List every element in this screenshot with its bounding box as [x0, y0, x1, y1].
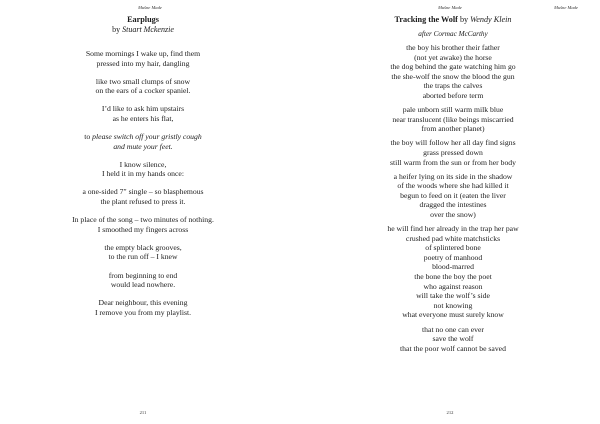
poem-line: what everyone must surely know: [402, 310, 504, 320]
poem-line: I smoothed my fingers across: [97, 224, 189, 234]
stanza: [58, 215, 228, 234]
poem-line: a heifer lying on its side in the shadow: [393, 171, 513, 181]
line-prefix: to: [84, 132, 93, 142]
poem-line: In place of the song – two minutes of nothing.: [72, 215, 214, 225]
stanza: [58, 187, 228, 206]
poem-line: would lead nowhere.: [110, 280, 176, 290]
poem-line: to the run off – I knew: [108, 252, 178, 262]
poem-line: not knowing: [433, 300, 473, 310]
poem-line: Some mornings I wake up, find them: [85, 49, 201, 58]
poem-line: the boy his brother their father: [406, 43, 500, 52]
poem-line: the she-wolf the snow the blood the gun: [391, 71, 515, 81]
poem-line: Dear neighbour, this evening: [98, 298, 188, 308]
page-number-right: 212: [446, 410, 454, 415]
stanza: [342, 105, 564, 134]
poem-line: the plant refused to press it.: [100, 197, 186, 207]
poem-line: near translucent (like beings miscarried: [392, 114, 514, 124]
poem-line: pressed into my hair, dangling: [96, 58, 190, 68]
poem-line: and mute your feet.: [113, 141, 173, 151]
poem-title: Earplugs: [127, 15, 159, 24]
stanza: [58, 49, 228, 68]
author-name: Wendy Klein: [470, 15, 512, 24]
poem-line: aborted before term: [422, 90, 484, 100]
poem-line: of the woods where she had killed it: [397, 181, 509, 191]
poem-line: [58, 132, 228, 142]
stanza: [58, 271, 228, 290]
poem-line: the dog behind the gate watching him go: [390, 62, 516, 72]
poem-title: [342, 15, 564, 25]
poem-earplugs: [58, 15, 228, 317]
poem-line: he will find her already in the trap her paw: [387, 224, 519, 234]
poem-line: crushed pad white matchsticks: [405, 233, 501, 243]
stanza: [342, 224, 564, 320]
running-head-right: Mušne Made: [438, 5, 462, 10]
poem-line: the traps the calves: [423, 81, 483, 91]
stanza: [342, 325, 564, 354]
poem-line: dragged the intestines: [419, 200, 487, 210]
poem-line: (not yet awake) the horse: [414, 52, 492, 62]
running-head-left: Mušne Made: [138, 5, 162, 10]
stanza: [58, 160, 228, 179]
dedication: after Cormac McCarthy: [418, 30, 488, 38]
poem-title-text: Tracking the Wolf: [394, 15, 458, 24]
byline-prefix: by: [459, 15, 469, 24]
poem-line: I remove you from my playlist.: [94, 307, 192, 317]
poem-line: like two small clumps of snow: [95, 76, 191, 86]
stanza: [342, 172, 564, 220]
poem-line: I’d like to ask him upstairs: [101, 104, 185, 114]
right-page: [300, 0, 600, 424]
poem-line: I know silence,: [119, 159, 167, 169]
poem-body: [342, 43, 564, 353]
poem-line: over the snow): [430, 210, 476, 219]
poem-line: the bone the boy the poet: [414, 272, 492, 282]
stanza: [58, 243, 228, 262]
poem-line: a one-sided 7″ single – so blasphemous: [82, 187, 204, 197]
poem-line: of splintered bone: [425, 243, 481, 253]
poem-line: the boy will follow her all day find signs: [390, 138, 516, 148]
poem-line: pale unborn still warm milk blue: [402, 105, 504, 115]
author-name: Stuart Mckenzie: [122, 25, 174, 34]
stanza: [342, 43, 564, 101]
stanza: [342, 138, 564, 167]
poem-line: will take the wolf’s side: [416, 291, 490, 301]
poem-line: begun to feed on it (eaten the liver: [400, 190, 506, 200]
poem-line: that no one can ever: [422, 324, 484, 334]
poem-line: poetry of manhood: [423, 252, 483, 262]
poem-line: that the poor wolf cannot be saved: [400, 343, 506, 353]
byline-prefix: by: [112, 25, 121, 34]
poem-line: blood-marred: [432, 262, 474, 272]
poem-line: on the ears of a cocker spaniel.: [95, 86, 191, 96]
running-head-corner: Mušne Made: [554, 5, 578, 10]
stanza: [58, 298, 228, 317]
poem-line: who against reason: [423, 281, 483, 291]
poem-line: grass pressed down: [423, 147, 483, 157]
stanza: [58, 77, 228, 96]
page-number-left: 211: [139, 410, 147, 415]
byline: [58, 25, 228, 35]
stanza: [58, 132, 228, 151]
italic-quote: please switch off your gristly cough: [92, 132, 202, 142]
poem-body: [58, 49, 228, 317]
poem-tracking-the-wolf: [342, 15, 564, 353]
poem-line: I held it in my hands once:: [102, 169, 184, 179]
poem-line: from another planet): [421, 124, 485, 134]
poem-line: save the wolf: [432, 334, 474, 344]
poem-line: the empty black grooves,: [104, 242, 182, 252]
poem-line: still warm from the sun or from her body: [390, 157, 516, 167]
stanza: [58, 104, 228, 123]
poem-line: as he enters his flat,: [112, 113, 174, 123]
poem-line: from beginning to end: [108, 270, 178, 280]
